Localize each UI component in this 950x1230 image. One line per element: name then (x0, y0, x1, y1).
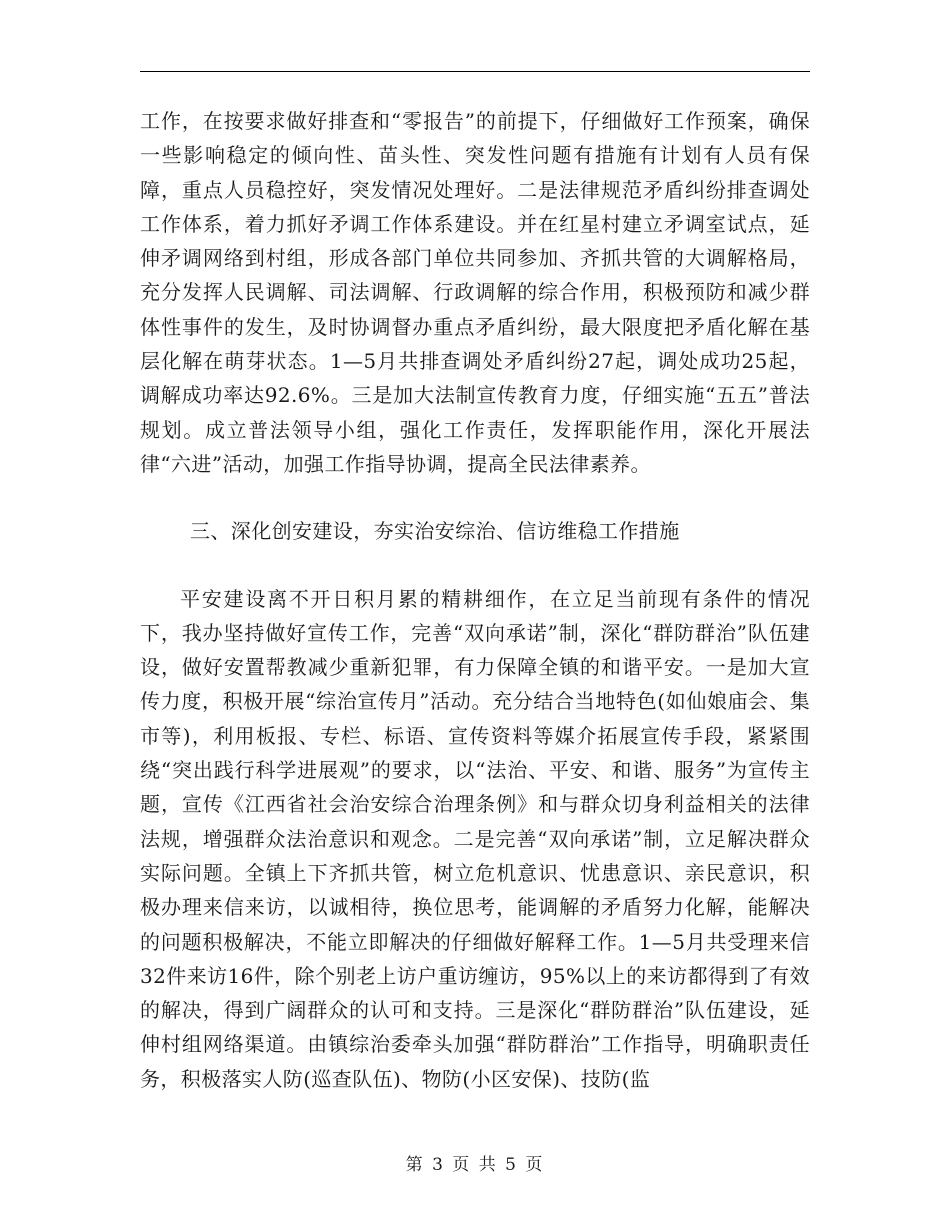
paragraph-body: 平安建设离不开日积月累的精耕细作，在立足当前现有条件的情况下，我办坚持做好宣传工作，完善“双向承诺”制，深化“群防群治”队伍建设，做好安置帮教减少重新犯罪，有力保障全镇的和谐平安。一是加大宣传力度，积极开展“综治宣传月”活动。充分结合当地特色(如仙娘庙会、集市等)，利用板报、专栏、标语、宣传资料等媒介拓展宣传手段，紧紧围绕“突出践行科学进展观”的要求，以“法治、平安、和谐、服务”为宣传主题，宣传《江西省社会治安综合治理条例》和与群众切身利益相关的法律法规，增强群众法治意识和观念。二是完善“双向承诺”制，立足解决群众实际问题。全镇上下齐抓共管，树立危机意识、忧患意识、亲民意识，积极办理来信来访，以诚相待，换位思考，能调解的矛盾努力化解，能解决的问题积极解决，不能立即解决的仔细做好解释工作。1—5月共受理来信32件来访16件，除个别老上访户重访缠访，95%以上的来访都得到了有效的解决，得到广阔群众的认可和支持。三是深化“群防群治”队伍建设，延伸村组网络渠道。由镇综治委牵头加强“群防群治”工作指导，明确职责任务，积极落实人防(巡查队伍)、物防(小区安保)、技防(监 (140, 586, 810, 1091)
document-body (140, 104, 810, 1096)
page-number-footer: 第 3 页 共 5 页 (405, 1155, 545, 1175)
header-rule (140, 71, 810, 72)
paragraph-continued: 工作，在按要求做好排查和“零报告”的前提下，仔细做好工作预案，确保一些影响稳定的倾向性、苗头性、突发性问题有措施有计划有人员有保障，重点人员稳控好，突发情况处理好。二是法律规范矛盾纠纷排查调处工作体系，着力抓好矛调工作体系建设。并在红星村建立矛调室试点，延伸矛调网络到村组，形成各部门单位共同参加、齐抓共管的大调解格局，充分发挥人民调解、司法调解、行政调解的综合作用，积极预防和减少群体性事件的发生，及时协调督办重点矛盾纠纷，最大限度把矛盾化解在基层化解在萌芽状态。1—5月共排查调处矛盾纠纷27起，调处成功25起，调解成功率达92.6%。三是加大法制宣传教育力度，仔细实施“五五”普法规划。成立普法领导小组，强化工作责任，发挥职能作用，深化开展法律“六进”活动，加强工作指导协调，提高全民法律素养。 (140, 109, 810, 476)
section-heading: 三、深化创安建设，夯实治安综治、信访维稳工作措施 (190, 519, 680, 544)
